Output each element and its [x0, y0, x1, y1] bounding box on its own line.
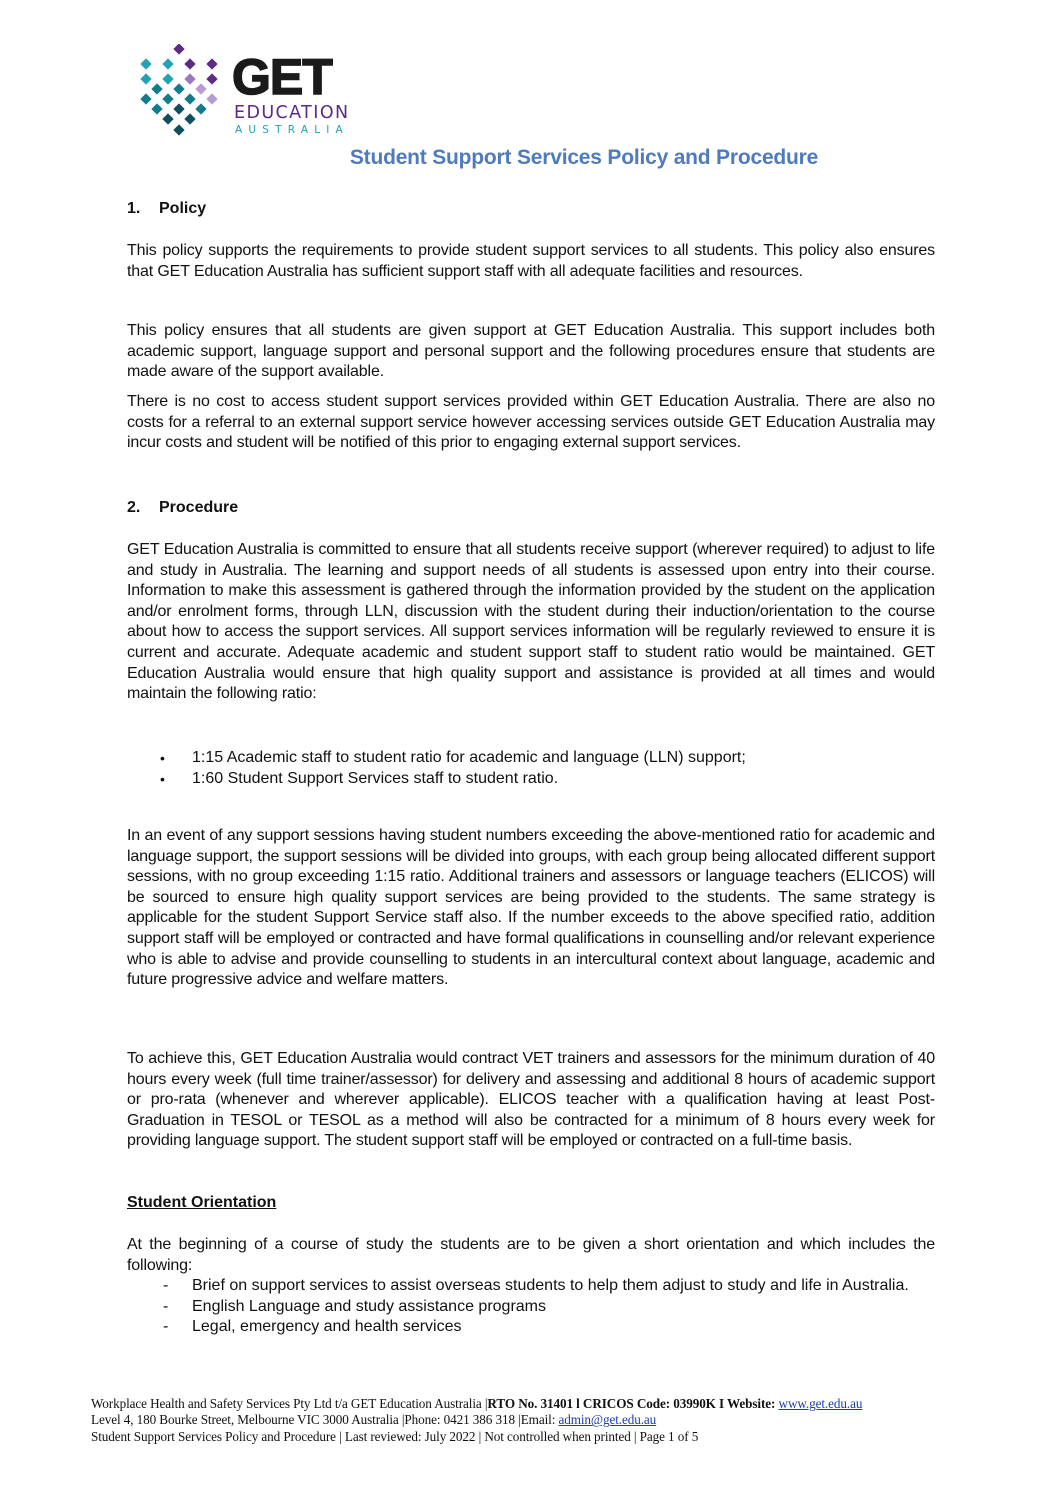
footer-line-company	[91, 1396, 961, 1412]
orientation-item-text: Legal, emergency and health services	[192, 1318, 462, 1336]
orientation-list	[163, 1276, 935, 1338]
logo-australia-text: AUSTRALIA	[235, 124, 349, 136]
dash-icon: -	[163, 1277, 169, 1294]
achieve-paragraph: To achieve this, GET Education Australia would contract VET trainers and assessors for the minimum duration of 40 hours every week (full time trainer/assessor) for delivery and assessing and additional 8 hours of academic support or pro-rata (whenever and wherever applicable). ELICOS teacher with a qualification having at least Post-Graduation in TESOL or TESOL as a method will also be contracted for a minimum of 8 hours every week for providing language support. The student support staff will be employed or contracted on a full-time basis.	[127, 1050, 935, 1150]
footer-phone-text: Phone: 0421 386 318 |Email:	[404, 1412, 559, 1428]
ratio-list	[160, 748, 940, 789]
orientation-intro: At the beginning of a course of study the students are to be given a short orientation and which includes the following:	[127, 1236, 935, 1274]
dash-icon: -	[163, 1297, 169, 1315]
bullet-icon: •	[160, 750, 165, 766]
list-item	[163, 1317, 935, 1338]
section-title: Procedure	[159, 499, 239, 516]
email-link[interactable]: admin@get.edu.au	[558, 1412, 657, 1428]
list-item	[160, 748, 940, 769]
bullet-icon: •	[160, 770, 165, 787]
policy-paragraph-2: This policy ensures that all students are given support at GET Education Australia. This support includes both academic support, language support and personal support and the following procedures ensure that students are made aware of the support available.	[127, 322, 935, 381]
section-number: 2.	[127, 499, 141, 516]
footer-company-text: Workplace Health and Safety Services Pty Ltd t/a GET Education Australia |	[91, 1396, 488, 1411]
orientation-item-text: Brief on support services to assist overseas students to help them adjust to study and life in Australia.	[192, 1277, 909, 1294]
exceed-ratio-paragraph: In an event of any support sessions having student numbers exceeding the above-mentioned ratio for academic and language support, the support sessions will be divided into groups, with each group being allocated different support sessions, with no group exceeding 1:15 ratio. Additional trainers and assessors or language teachers (ELICOS) will be sourced to ensure high quality support services are being provided to the students. The same strategy is applicable for the student Support Service staff also. If the number exceeds to the above specified ratio, addition support staff will be employed or contracted and have formal qualifications in counselling and/or relevant experience who is able to advise and provide counselling to students in an intercultural context about language, academic and future progressive advice and welfare matters.	[127, 827, 935, 989]
logo-education-text: EDUCATION	[234, 103, 350, 123]
ratio-text: 1:60 Student Support Services staff to student ratio.	[192, 769, 559, 787]
list-item	[163, 1297, 935, 1318]
orientation-item-text: English Language and study assistance programs	[192, 1297, 546, 1315]
footer-rto-text: RTO No. 31401 l CRICOS Code: 03990K I Website:	[487, 1396, 779, 1411]
page-footer	[91, 1396, 961, 1445]
logo-wordmark: GET	[232, 49, 332, 105]
footer-line-address	[91, 1412, 961, 1428]
orientation-heading: Student Orientation	[127, 1194, 277, 1211]
policy-paragraph-3: There is no cost to access student support services provided within GET Education Australia. There are also no costs for a referral to an external support service however accessing services outside GET Education Australia may incur costs and student will be notified of this prior to engaging external support services.	[127, 393, 935, 452]
footer-line-doc-info: Student Support Services Policy and Procedure | Last reviewed: July 2022 | Not controlled when printed | Page 1 of 5	[91, 1428, 699, 1444]
footer-address-text: Level 4, 180 Bourke Street, Melbourne VIC 3000 Australia |	[91, 1412, 405, 1428]
policy-paragraph-1: This policy supports the requirements to provide student support services to all students. This policy also ensures that GET Education Australia has sufficient support staff with all adequate facilities and resources.	[127, 242, 935, 280]
company-logo	[138, 44, 378, 144]
section-heading-policy	[127, 199, 206, 219]
section-heading-procedure	[127, 498, 238, 518]
document-title: Student Support Services Policy and Procedure	[349, 146, 819, 169]
section-number: 1.	[127, 200, 141, 217]
list-item	[163, 1276, 935, 1297]
dash-icon: -	[163, 1318, 169, 1336]
list-item	[160, 769, 940, 790]
section-title: Policy	[159, 200, 207, 217]
procedure-intro-paragraph: GET Education Australia is committed to ensure that all students receive support (wherever required) to adjust to life and study in Australia. The learning and support needs of all students is assessed upon entry into their course. Information to make this assessment is gathered through the information provided by the student on the application and/or enrolment forms, through LLN, discussion with the student during their induction/orientation to the course about how to access the support services. All support services information will be regularly reviewed to ensure it is current and accurate. Adequate academic and student support staff to student ratio would be maintained. GET Education Australia would ensure that high quality support and assistance is provided at all times and would maintain the following ratio:	[127, 541, 935, 703]
ratio-text: 1:15 Academic staff to student ratio for academic and language (LLN) support;	[192, 749, 746, 766]
diamond-grid-icon	[138, 44, 230, 144]
website-link[interactable]: www.get.edu.au	[778, 1396, 863, 1411]
